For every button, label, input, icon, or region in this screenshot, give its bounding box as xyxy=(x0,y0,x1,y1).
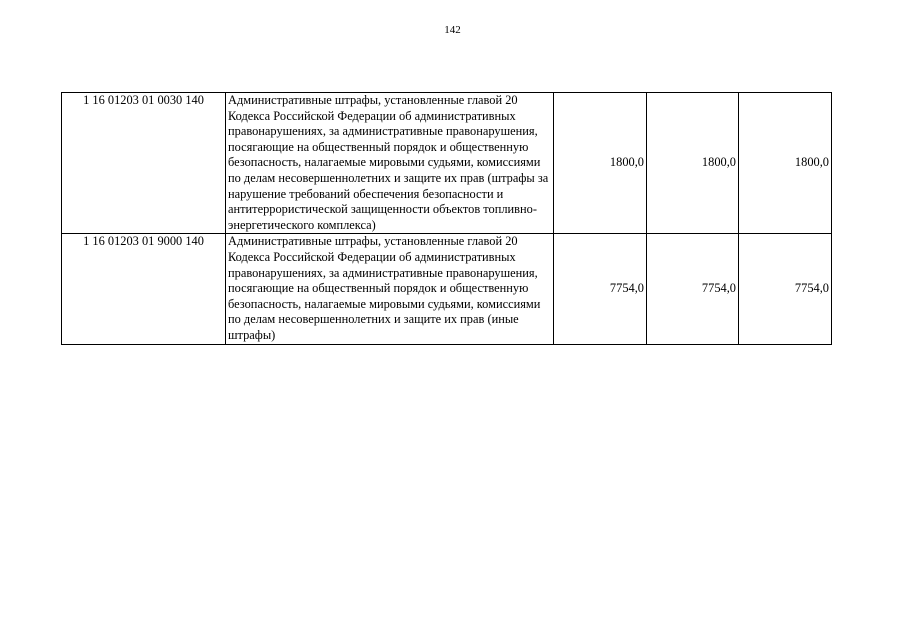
amount-cell-year-1: 7754,0 xyxy=(554,234,647,344)
table-row xyxy=(62,234,832,344)
amount-cell-year-3: 1800,0 xyxy=(739,93,832,234)
budget-table xyxy=(61,92,832,345)
amount-cell-year-1: 1800,0 xyxy=(554,93,647,234)
budget-code-cell: 1 16 01203 01 0030 140 xyxy=(62,93,226,234)
description-cell: Административные штрафы, установленные главой 20 Кодекса Российской Федерации об административных правонарушениях, за административные правонарушения, посягающие на общественный порядок и общественную безопасность, налагаемые мировыми судьями, комиссиями по делам несовершеннолетних и защите их прав (штрафы за нарушение требований обеспечения безопасности и антитеррористической защищенности объектов топливно-энергетического комплекса) xyxy=(226,93,554,234)
page-number: 142 xyxy=(444,24,461,36)
description-cell: Административные штрафы, установленные главой 20 Кодекса Российской Федерации об административных правонарушениях, за административные правонарушения, посягающие на общественный порядок и общественную безопасность, налагаемые мировыми судьями, комиссиями по делам несовершеннолетних и защите их прав (иные штрафы) xyxy=(226,234,554,344)
amount-cell-year-3: 7754,0 xyxy=(739,234,832,344)
amount-cell-year-2: 1800,0 xyxy=(647,93,739,234)
budget-code-cell: 1 16 01203 01 9000 140 xyxy=(62,234,226,344)
table-row xyxy=(62,93,832,234)
amount-cell-year-2: 7754,0 xyxy=(647,234,739,344)
